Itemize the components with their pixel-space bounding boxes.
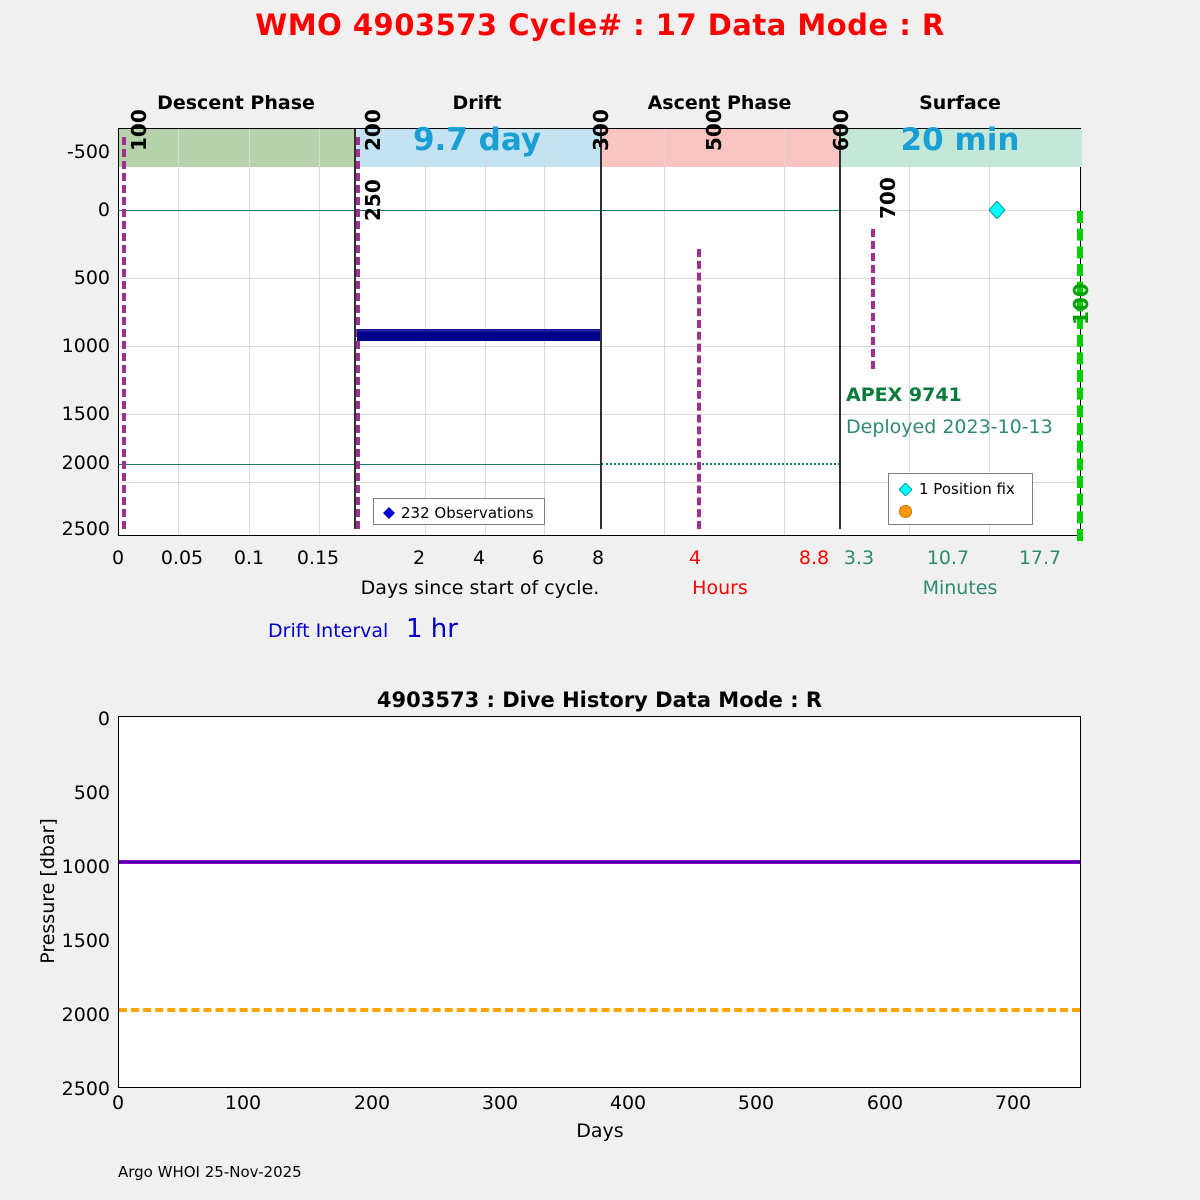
drift-interval-label: Drift Interval xyxy=(268,620,389,642)
ytick-top: 500 xyxy=(73,267,110,289)
phase-label-surface: Surface xyxy=(919,92,1001,114)
xtick-bottom: 300 xyxy=(481,1092,519,1114)
xaxis-title-bottom: Days xyxy=(576,1120,624,1142)
profile-pressure-series xyxy=(119,1008,1080,1012)
observations-legend-label: 232 Observations xyxy=(401,504,534,522)
inline-label-surface-100: 100 xyxy=(1069,283,1093,325)
diamond-icon xyxy=(899,483,912,496)
xtick-bottom: 500 xyxy=(737,1092,775,1114)
xtick-days: 0.15 xyxy=(296,547,340,569)
ytick-top: 1500 xyxy=(61,403,110,425)
xtick-bottom: 200 xyxy=(353,1092,391,1114)
inline-label-200: 200 xyxy=(361,109,385,151)
page-title: WMO 4903573 Cycle# : 17 Data Mode : R xyxy=(255,8,945,42)
ytick-bottom: 2000 xyxy=(61,1004,110,1026)
xtick-days: 0.1 xyxy=(233,547,265,569)
xtick-minutes: 17.7 xyxy=(1018,547,1062,569)
xtick-hours: 8.8 xyxy=(798,547,830,569)
float-name-label: APEX 9741 xyxy=(846,384,962,406)
position-fix-marker xyxy=(988,201,1006,219)
xtick-days: 0.05 xyxy=(160,547,204,569)
xtick-drift: 2 xyxy=(412,547,426,569)
dive-history-title: 4903573 : Dive History Data Mode : R xyxy=(376,688,823,712)
ytick-bottom: 0 xyxy=(97,708,110,730)
position-fix-legend xyxy=(888,473,1033,525)
xtick-days: 0 xyxy=(111,547,125,569)
observations-legend xyxy=(373,498,545,525)
ytick-bottom: 500 xyxy=(73,782,110,804)
ytick-top: 2000 xyxy=(61,452,110,474)
float-deployed-label: Deployed 2023-10-13 xyxy=(846,416,1053,438)
xaxis-title-hours: Hours xyxy=(692,577,748,599)
surface-duration-text: 20 min xyxy=(900,122,1020,158)
xtick-bottom: 100 xyxy=(224,1092,262,1114)
xtick-drift: 6 xyxy=(531,547,545,569)
diamond-icon xyxy=(383,507,395,519)
xtick-bottom: 0 xyxy=(111,1092,125,1114)
ytick-bottom: 1000 xyxy=(61,856,110,878)
xtick-minutes: 3.3 xyxy=(843,547,875,569)
ytick-top: 1000 xyxy=(61,335,110,357)
phase-label-descent: Descent Phase xyxy=(157,92,315,114)
xtick-drift: 4 xyxy=(472,547,486,569)
xtick-minutes: 10.7 xyxy=(926,547,970,569)
cycle-timeline-plot xyxy=(118,109,1093,536)
ytick-top: 2500 xyxy=(61,518,110,540)
drift-interval-value: 1 hr xyxy=(406,614,458,644)
inline-label-250: 250 xyxy=(361,179,385,221)
yaxis-title-bottom: Pressure [dbar] xyxy=(37,818,59,964)
xaxis-title-minutes: Minutes xyxy=(922,577,998,599)
ytick-bottom: 1500 xyxy=(61,930,110,952)
inline-label-600: 600 xyxy=(829,109,853,151)
dive-history-plot xyxy=(118,716,1081,1088)
ytick-top: -500 xyxy=(66,141,110,163)
xtick-bottom: 600 xyxy=(866,1092,904,1114)
ytick-bottom: 2500 xyxy=(61,1078,110,1100)
circle-icon xyxy=(899,505,912,518)
footer-text: Argo WHOI 25-Nov-2025 xyxy=(118,1163,302,1181)
inline-label-700: 700 xyxy=(876,177,900,219)
xtick-drift: 8 xyxy=(591,547,605,569)
xtick-bottom: 400 xyxy=(609,1092,647,1114)
xaxis-title-days: Days since start of cycle. xyxy=(360,577,600,599)
xtick-hours: 4 xyxy=(688,547,702,569)
phase-label-ascent: Ascent Phase xyxy=(647,92,792,114)
inline-label-300: 300 xyxy=(589,109,613,151)
ytick-top: 0 xyxy=(97,199,110,221)
drift-duration-text: 9.7 day xyxy=(412,122,542,158)
xtick-bottom: 700 xyxy=(994,1092,1032,1114)
position-fix-legend-label: 1 Position fix xyxy=(919,480,1015,498)
inline-label-100: 100 xyxy=(127,109,151,151)
park-pressure-series xyxy=(119,717,1080,1087)
inline-label-500: 500 xyxy=(702,109,726,151)
phase-label-drift: Drift xyxy=(452,92,502,114)
